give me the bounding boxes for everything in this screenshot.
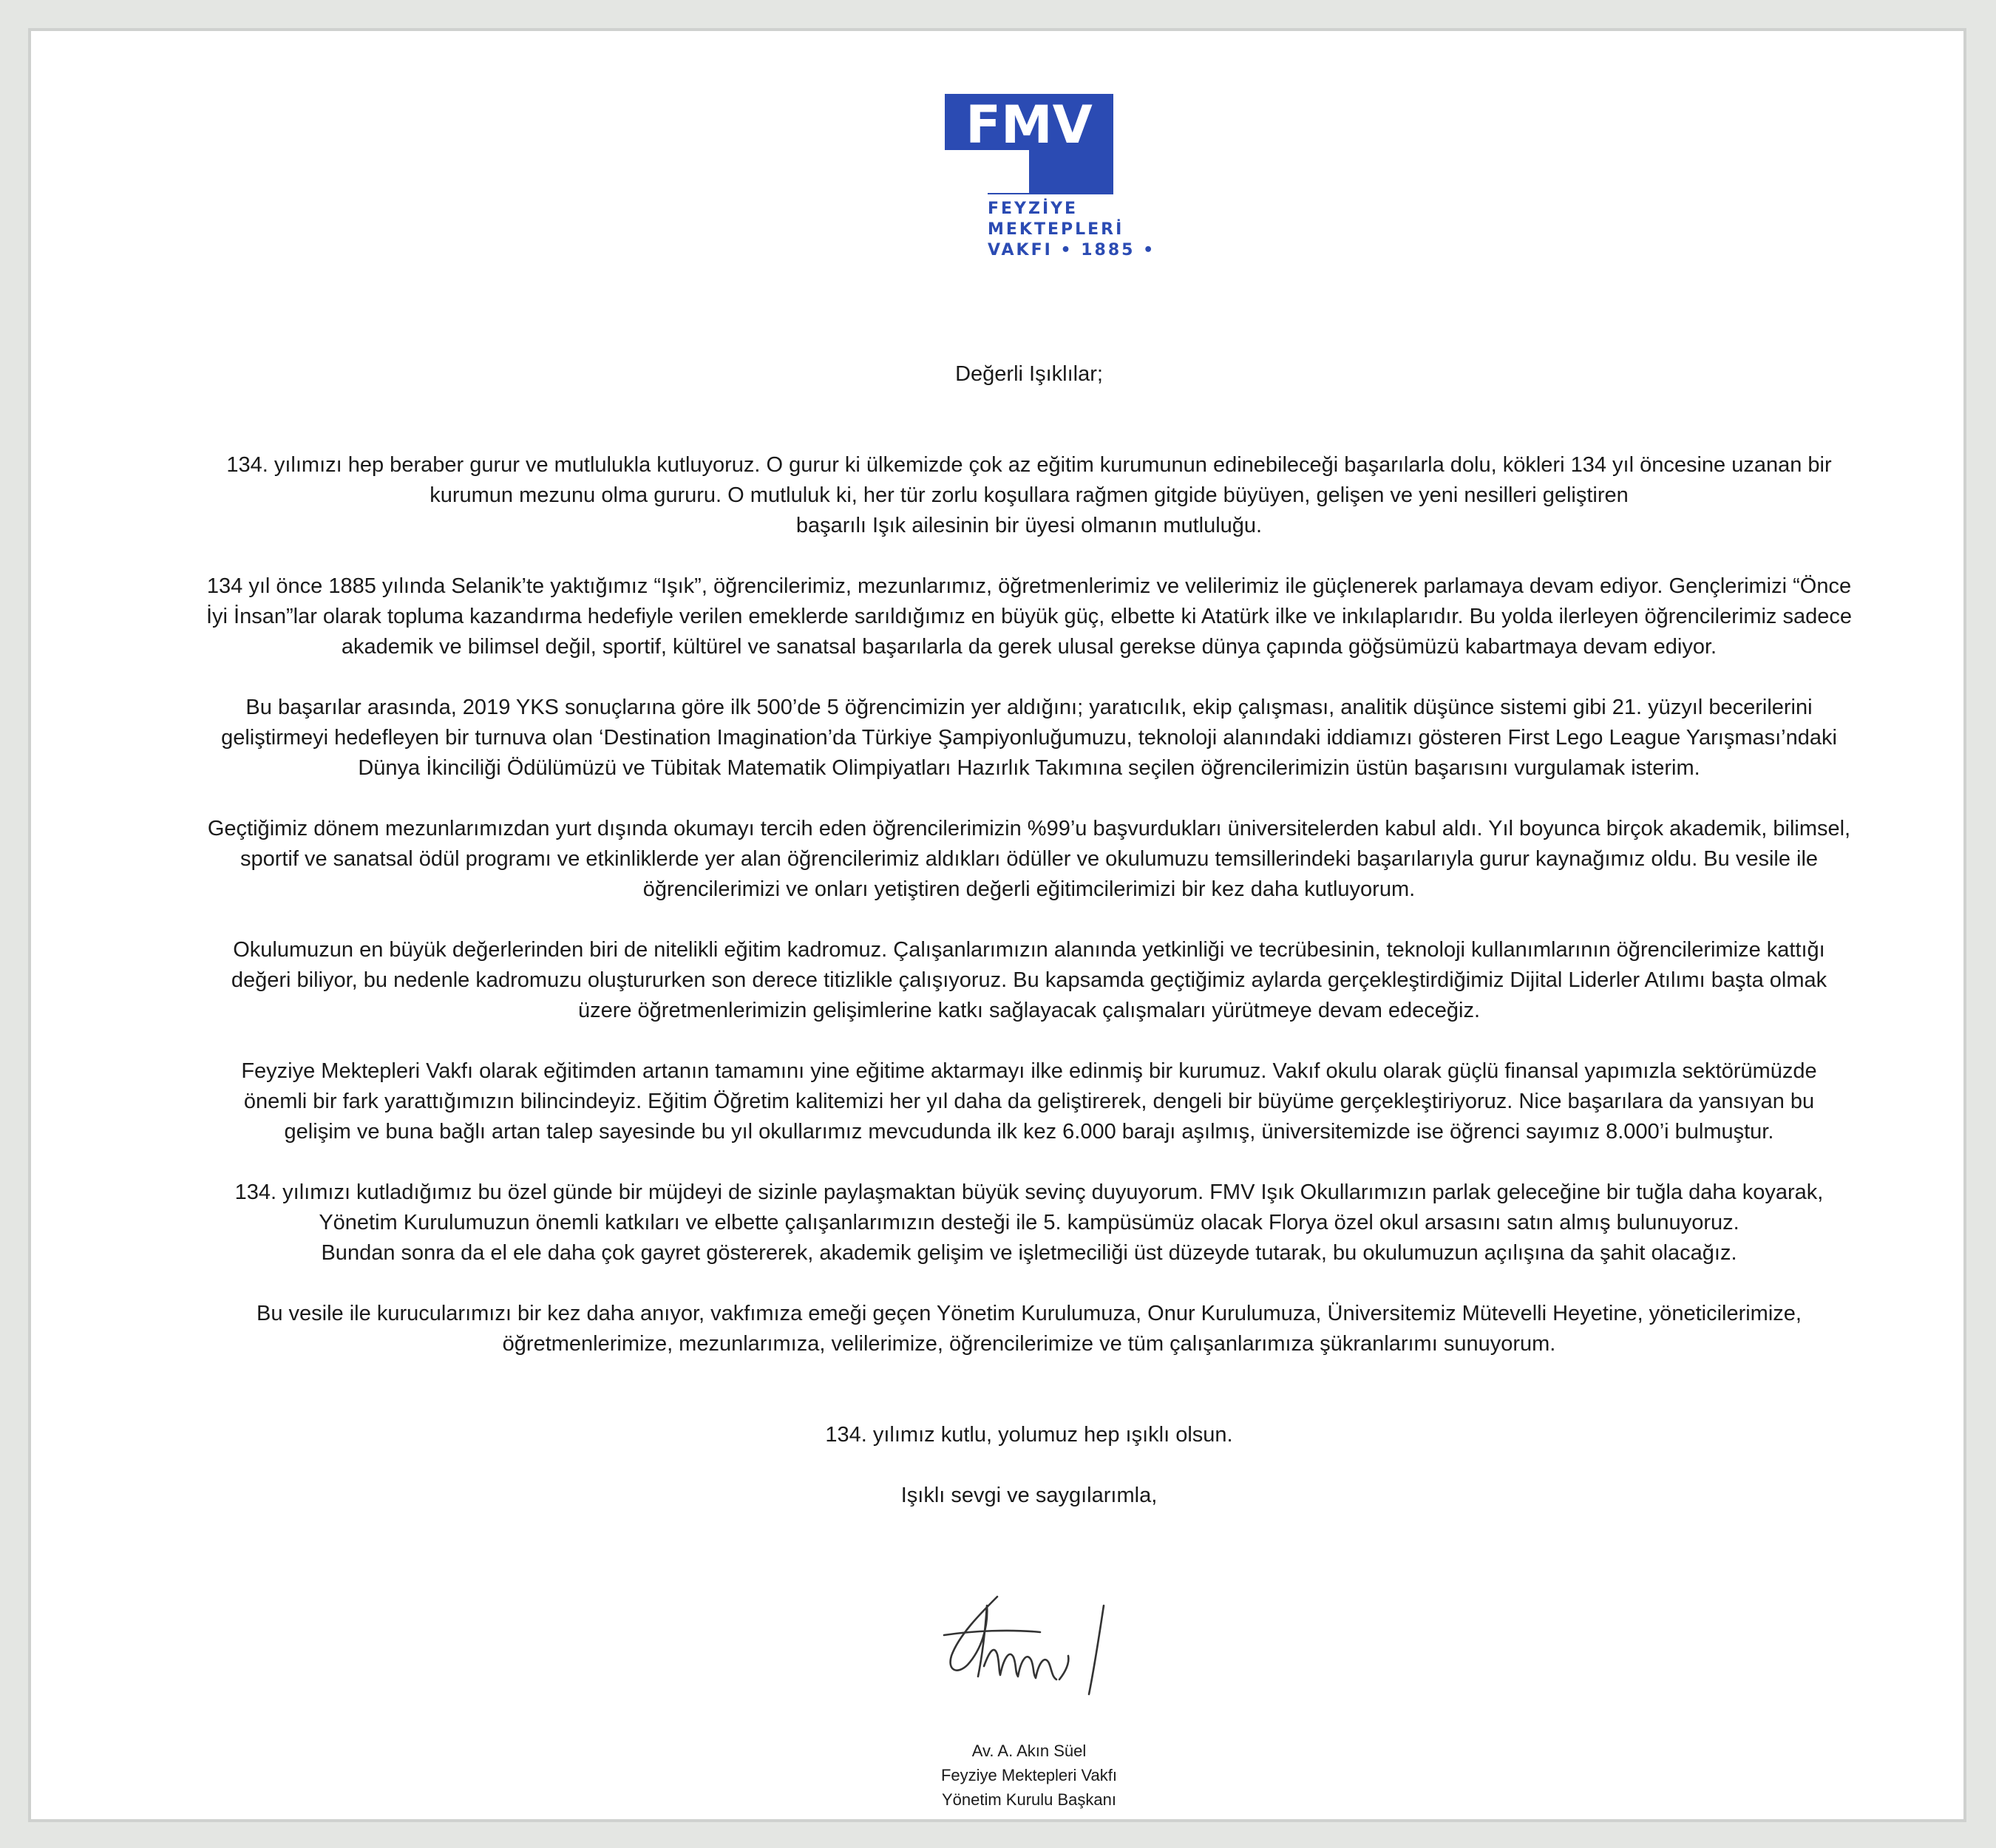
paragraph-1-line-2: kurumun mezunu olma gururu. O mutluluk ki, her tür zorlu koşullara rağmen gitgide büyüyen, gelişen ve yeni nesilleri geliştiren <box>430 483 1629 507</box>
paragraph-7-line-1: 134. yılımızı kutladığımız bu özel günde bir müjdeyi de sizinle paylaşmaktan büyük sevinç duyuyorum. FMV Işık Okullarımızın parlak geleceğine bir tuğla daha koyarak, <box>234 1181 1824 1204</box>
letter-body <box>90 359 1968 1511</box>
paragraph-5-line-3: üzere öğretmenlerimizin gelişimlerine katkı sağlayacak çalışmaları yürütmeye devam edeceğiz. <box>577 999 1481 1022</box>
paragraph-5-line-1: Okulumuzun en büyük değerlerinden biri de nitelikli eğitim kadromuz. Çalışanlarımızın alanında yetkinliği ve tecrübesinin, teknoloji kullanımlarının öğrencilerimize kattığı <box>233 938 1825 962</box>
logo-line-3: VAKFI • 1885 • <box>988 241 1156 259</box>
fmv-logo <box>945 94 1156 261</box>
paragraph-2-line-2: İyi İnsan”lar olarak topluma kazandırma hedefiyle verilen emeklerde sarıldığımız en büyük güç, elbette ki Atatürk ilke ve inkılaplarıdır. Bu yolda ilerleyen öğrencilerimiz sadece <box>206 605 1853 628</box>
paragraph-6-line-1: Feyziye Mektepleri Vakfı olarak eğitimden artanın tamamını yine eğitime aktarmayı ilke edinmiş bir kurumuz. Vakıf okulu olarak güçlü finansal yapımızla sektörümüzde <box>241 1059 1817 1083</box>
signer-title: Yönetim Kurulu Başkanı <box>941 1790 1117 1809</box>
letter-page <box>28 28 1966 1822</box>
paragraph-4-line-1: Geçtiğimiz dönem mezunlarımızdan yurt dışında okumayı tercih eden öğrencilerimizin %99’u başvurdukları üniversitelerden kabul aldı. Yıl boyunca birçok akademik, bilimsel, <box>207 817 1851 840</box>
salutation: Değerli Işıklılar; <box>955 362 1103 386</box>
fmv-logo-icon <box>945 94 1113 194</box>
signer-name: Av. A. Akın Süel <box>971 1742 1087 1760</box>
handwritten-signature-icon <box>929 1583 1136 1702</box>
paragraph-2-line-1: 134 yıl önce 1885 yılında Selanik’te yaktığımız “Işık”, öğrencilerimiz, mezunlarımız, öğretmenlerimiz ve velilerimiz ile güçlenerek parlamaya devam ediyor. Gençlerimizi “Önce <box>206 574 1852 598</box>
logo-wordmark <box>945 199 1156 261</box>
paragraph-1-line-1: 134. yılımızı hep beraber gurur ve mutlulukla kutluyoruz. O gurur ki ülkemizde çok az eğitim kurumunun edinebileceği başarılarla dolu, kökleri 134 yıl öncesine uzanan bir <box>226 453 1832 477</box>
paragraph-4-line-2: sportif ve sanatsal ödül programı ve etkinliklerde yer alan öğrencilerimiz aldıkları ödüller ve okulumuzu temsillerindeki başarılarıyla gurur kaynağımız oldu. Bu vesile ile <box>240 847 1819 871</box>
paragraph-1-line-3: başarılı Işık ailesinin bir üyesi olmanın mutluluğu. <box>795 514 1263 537</box>
logo-line-2: MEKTEPLERİ <box>988 220 1124 239</box>
paragraph-3-line-1: Bu başarılar arasında, 2019 YKS sonuçlarına göre ilk 500’de 5 öğrencimizin yer aldığını; yaratıcılık, ekip çalışması, analitik düşünce sistemi gibi 21. yüzyıl becerilerini <box>245 696 1813 719</box>
paragraph-3-line-2: geliştirmeyi hedefleyen bir turnuva olan ‘Destination Imagination’da Türkiye Şampiyonluğumuzu, teknoloji alanındaki iddiamızı gösteren First Lego League Yarışması’ndaki <box>221 726 1837 750</box>
logo-letters: FMV <box>965 95 1093 155</box>
signer-org: Feyziye Mektepleri Vakfı <box>940 1766 1117 1784</box>
paragraph-7-line-3: Bundan sonra da el ele daha çok gayret göstererek, akademik gelişim ve işletmeciliği üst düzeyde tutarak, bu okulumuzun açılışına da şahit olacağız. <box>321 1241 1737 1265</box>
paragraph-4-line-3: öğrencilerimizi ve onları yetiştiren değerli eğitimcilerimizi bir kez daha kutluyorum. <box>642 877 1416 901</box>
paragraph-5-line-2: değeri biliyor, bu nedenle kadromuzu oluştururken son derece titizlikle çalışıyoruz. Bu kapsamda geçtiğimiz aylarda gerçekleştirdiğimiz Dijital Liderler Atılımı başta olmak <box>231 968 1827 992</box>
signer-block <box>807 1739 1251 1812</box>
closing-line-1: 134. yılımız kutlu, yolumuz hep ışıklı olsun. <box>825 1423 1233 1447</box>
paragraph-8-line-1: Bu vesile ile kurucularımızı bir kez daha anıyor, vakfımıza emeği geçen Yönetim Kurulumuza, Onur Kurulumuza, Üniversitemiz Mütevelli Heyetine, yöneticilerimize, <box>257 1302 1802 1325</box>
paragraph-8-line-2: öğretmenlerimize, mezunlarımıza, velilerimize, öğrencilerimize ve tüm çalışanlarımıza şükranlarımı sunuyorum. <box>502 1332 1556 1356</box>
closing-line-2: Işıklı sevgi ve saygılarımla, <box>900 1484 1158 1507</box>
paragraph-2-line-3: akademik ve bilimsel değil, sportif, kültürel ve sanatsal başarılarla da gerek ulusal gerekse dünya çapında göğsümüzü kabartmaya devam ediyor. <box>341 635 1717 659</box>
logo-line-1: FEYZİYE <box>988 200 1079 218</box>
paragraph-7-line-2: Yönetim Kurulumuzun önemli katkıları ve elbette çalışanlarımızın desteği ile 5. kampüsümüz olacak Florya özel okul arsasını satın almış bulunuyoruz. <box>319 1211 1739 1234</box>
paragraph-6-line-3: gelişim ve buna bağlı artan talep sayesinde bu yıl okullarımız mevcudunda ilk kez 6.000 barajı aşılmış, üniversitemizde ise öğrenci sayımız 8.000’i bulmuştur. <box>284 1120 1774 1144</box>
paragraph-3-line-3: Dünya İkinciliği Ödülümüzü ve Tübitak Matematik Olimpiyatları Hazırlık Takımına seçilen öğrencilerimizin üstün başarısını vurgulamak isterim. <box>358 756 1700 780</box>
paragraph-6-line-2: önemli bir fark yarattığımızın bilincindeyiz. Eğitim Öğretim kalitemizi her yıl daha da geliştirerek, dengeli bir büyüme gerçekleştiriyoruz. Nice başarılara da yansıyan bu <box>243 1090 1815 1113</box>
